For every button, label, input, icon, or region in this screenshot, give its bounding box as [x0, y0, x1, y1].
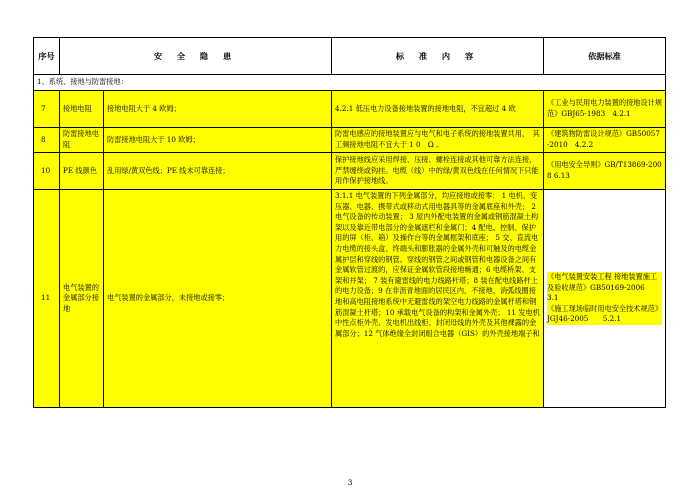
header-no: 序号 [34, 38, 60, 75]
row-no: 11 [34, 190, 60, 408]
row-item: 防雷接地电阻 [60, 128, 104, 153]
table-row [34, 153, 666, 190]
table-row [34, 91, 666, 128]
row-basis-b: 3.1 [547, 293, 662, 304]
row-no: 7 [34, 91, 60, 128]
table-row [34, 128, 666, 153]
page-number: 3 [347, 478, 353, 487]
header-basis: 依据标准 [544, 38, 666, 75]
row-standard: 防雷电感应的接地装置应与电气和电子系统的接地装置共用， 其工频接地电阻不宜大于 1 0 Ω 。 [332, 128, 544, 153]
row-item: 接地电阻 [60, 91, 104, 128]
row-basis-a: 《电气装置安装工程 接地装置施工及验收规范》GB50169-2006 [547, 272, 662, 293]
row-basis: 《工业与民用电力装置的接地设计规范》GBJ65-1983 4.2.1 [544, 91, 666, 128]
table-row [34, 190, 666, 408]
row-hazard: 电气装置的金属部分，未接地或接零； [104, 190, 332, 408]
row-item: 电气装置的金属部分接地 [60, 190, 104, 408]
row-basis: 《建筑物防雷设计规范》GB50057-2010 4.2.2 [544, 128, 666, 153]
row-no: 8 [34, 128, 60, 153]
row-basis [544, 190, 666, 408]
row-standard: 保护接地线应采用焊接、压接、螺栓连接或其他可靠方法连接，严禁缠绕或钩挂。电缆（线）中的绿/黄双色线在任何情况下只能用作保护接地线。 [332, 153, 544, 190]
header-hazard: 安 全 隐 患 [60, 38, 332, 75]
row-basis: 《用电安全导则》GB/T13869-2008 6.13 [544, 153, 666, 190]
document-sheet [33, 37, 665, 408]
row-item: PE 线颜色 [60, 153, 104, 190]
row-hazard: 乱用绿/黄双色线；PE 线未可靠连接； [104, 153, 332, 190]
row-standard: 4.2.1 低压电力设备接地装置的接地电阻，不宜超过 4 欧 [332, 91, 544, 128]
row-hazard: 防雷接地电阻大于 10 欧姆； [104, 128, 332, 153]
hazard-standard-table [33, 37, 666, 408]
row-basis-c: 《施工现场临时用电安全技术规范》JGJ46-2005 5.2.1 [547, 303, 663, 324]
row-no: 10 [34, 153, 60, 190]
section-row [34, 75, 666, 91]
section-title: 1、系统、接地与防雷接地： [34, 75, 666, 91]
table-header-row [34, 38, 666, 75]
row-standard: 3.1.1 电气装置的下列金属部分，均应接地或接零： 1 电机、变压器、电器、携带式或移动式用电器具等的金属底座和外壳； 2 电气设备的传动装置； 3 屋内外配电装置的金属或钢筋混凝土构架以及靠近带电部分的金属遮栏和金属门；4 配电、控制、保护用的屏（柜、箱）及操作台等的金属框架和底座； 5 交、直流电力电缆的接头盒、终端头和膨胀器的金属外壳和可触及的电缆金属护层和穿线的钢管。穿线的钢管之间或钢管和电器设备之间有金属软管过渡的，应保证金属软管段接地畅通；6 电缆桥架、支架和井架； 7 装有避雷线的电力线路杆塔；8 装在配电线路杆上的电力设备；9 在非沥青地面的居民区内，不接地、消弧线圈接地和高电阻接地系统中无避雷线的架空电力线路的金属杆塔和钢筋混凝土杆塔；10 承载电气设备的构架和金属外壳； 11 发电机中性点柜外壳、发电机出线柜、封闭母线的外壳及其他裸露的金属部分；12 气体绝缘全封闭组合电器（GIS）的外壳接地端子和 [332, 190, 544, 408]
row-hazard: 接地电阻大于 4 欧姆； [104, 91, 332, 128]
header-standard: 标 准 内 容 [332, 38, 544, 75]
